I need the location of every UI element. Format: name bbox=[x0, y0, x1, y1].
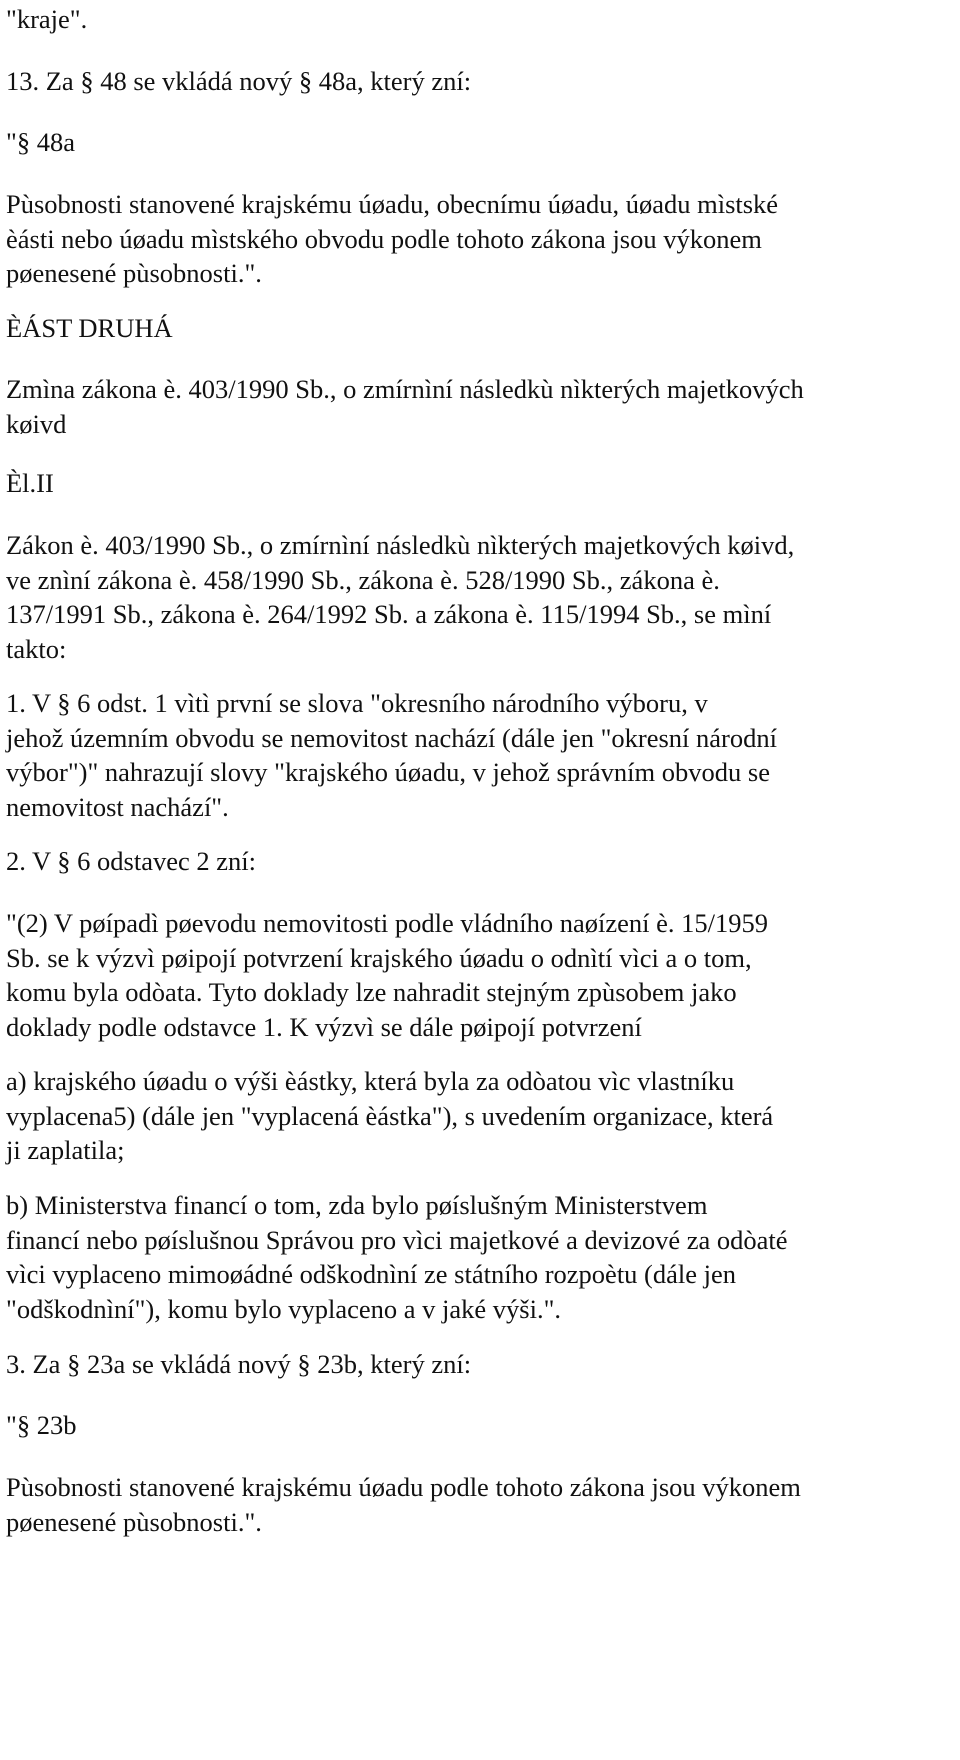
paragraph-section-23b-heading bbox=[6, 1408, 950, 1443]
text-line: 3. Za § 23a se vkládá nový § 23b, který zní: bbox=[6, 1349, 472, 1379]
text-line: èásti nebo úøadu mìstského obvodu podle tohoto zákona jsou výkonem bbox=[6, 223, 762, 254]
paragraph-kraje bbox=[6, 2, 950, 37]
text-line: Pùsobnosti stanovené krajskému úøadu podle tohoto zákona jsou výkonem bbox=[6, 1472, 801, 1502]
text-line: takto: bbox=[6, 633, 67, 664]
paragraph-item-2 bbox=[6, 844, 950, 879]
paragraph-section-48a-text bbox=[6, 187, 950, 291]
text-line: 137/1991 Sb., zákona è. 264/1992 Sb. a zákona è. 115/1994 Sb., se mìní bbox=[6, 599, 772, 629]
paragraph-article-ii bbox=[6, 466, 950, 501]
text-line: vyplacena5) (dále jen "vyplacená èástka"), s uvedením organizace, která bbox=[6, 1100, 774, 1131]
text-line: ji zaplatila; bbox=[6, 1135, 125, 1165]
text-line: Sb. se k výzvì pøipojí potvrzení krajského úøadu o odnìtí vìci a o tom, bbox=[6, 942, 752, 973]
text-line: "§ 23b bbox=[6, 1410, 77, 1440]
text-line: Zmìna zákona è. 403/1990 Sb., o zmírnìní následkù nìkterých majetkových bbox=[6, 374, 804, 404]
paragraph-section-48a-heading bbox=[6, 125, 950, 160]
text-line: 13. Za § 48 se vkládá nový § 48a, který zní: bbox=[6, 66, 472, 96]
paragraph-item-13 bbox=[6, 64, 950, 99]
text-line: "§ 48a bbox=[6, 127, 75, 157]
text-line: nemovitost nachází". bbox=[6, 791, 229, 822]
text-line: Pùsobnosti stanovené krajskému úøadu, obecnímu úøadu, úøadu mìstské bbox=[6, 189, 779, 219]
text-line: jehož územním obvodu se nemovitost nachází (dále jen "okresní národní bbox=[6, 722, 777, 753]
text-line: ÈÁST DRUHÁ bbox=[6, 313, 173, 343]
text-line: komu byla odòata. Tyto doklady lze nahradit stejným zpùsobem jako bbox=[6, 977, 737, 1007]
paragraph-law-intro bbox=[6, 528, 950, 666]
paragraph-point-b bbox=[6, 1188, 950, 1326]
text-line: b) Ministerstva financí o tom, zda bylo pøíslušným Ministerstvem bbox=[6, 1190, 708, 1220]
text-line: køivd bbox=[6, 408, 67, 439]
text-line: Zákon è. 403/1990 Sb., o zmírnìní následkù nìkterých majetkových køivd, bbox=[6, 530, 795, 560]
text-line: 2. V § 6 odstavec 2 zní: bbox=[6, 846, 257, 876]
paragraph-amendment-title bbox=[6, 372, 950, 441]
paragraph-part-two-heading bbox=[6, 311, 950, 346]
text-line: financí nebo pøíslušnou Správou pro vìci majetkové a devizové za odòaté bbox=[6, 1224, 788, 1255]
paragraph-item-3 bbox=[6, 1347, 950, 1382]
text-line: pøenesené pùsobnosti.". bbox=[6, 258, 262, 288]
text-line: vìci vyplaceno mimoøádné odškodnìní ze státního rozpoètu (dále jen bbox=[6, 1259, 737, 1289]
text-line: "kraje". bbox=[6, 4, 88, 34]
paragraph-subsection-2 bbox=[6, 906, 950, 1044]
text-line: a) krajského úøadu o výši èástky, která byla za odòatou vìc vlastníku bbox=[6, 1066, 735, 1096]
text-line: "(2) V pøípadì pøevodu nemovitosti podle vládního naøízení è. 15/1959 bbox=[6, 908, 769, 938]
text-line: "odškodnìní"), komu bylo vyplaceno a v jaké výši.". bbox=[6, 1293, 562, 1324]
text-line: 1. V § 6 odst. 1 vìtì první se slova "okresního národního výboru, v bbox=[6, 688, 708, 718]
paragraph-section-23b-text bbox=[6, 1470, 950, 1539]
text-line: výbor")" nahrazují slovy "krajského úøadu, v jehož správním obvodu se bbox=[6, 757, 770, 787]
text-line: Èl.II bbox=[6, 468, 54, 498]
paragraph-point-a bbox=[6, 1064, 950, 1168]
paragraph-item-1 bbox=[6, 686, 950, 824]
text-line: ve znìní zákona è. 458/1990 Sb., zákona è. 528/1990 Sb., zákona è. bbox=[6, 564, 720, 595]
text-line: pøenesené pùsobnosti.". bbox=[6, 1506, 262, 1537]
text-line: doklady podle odstavce 1. K výzvì se dále pøipojí potvrzení bbox=[6, 1011, 642, 1042]
